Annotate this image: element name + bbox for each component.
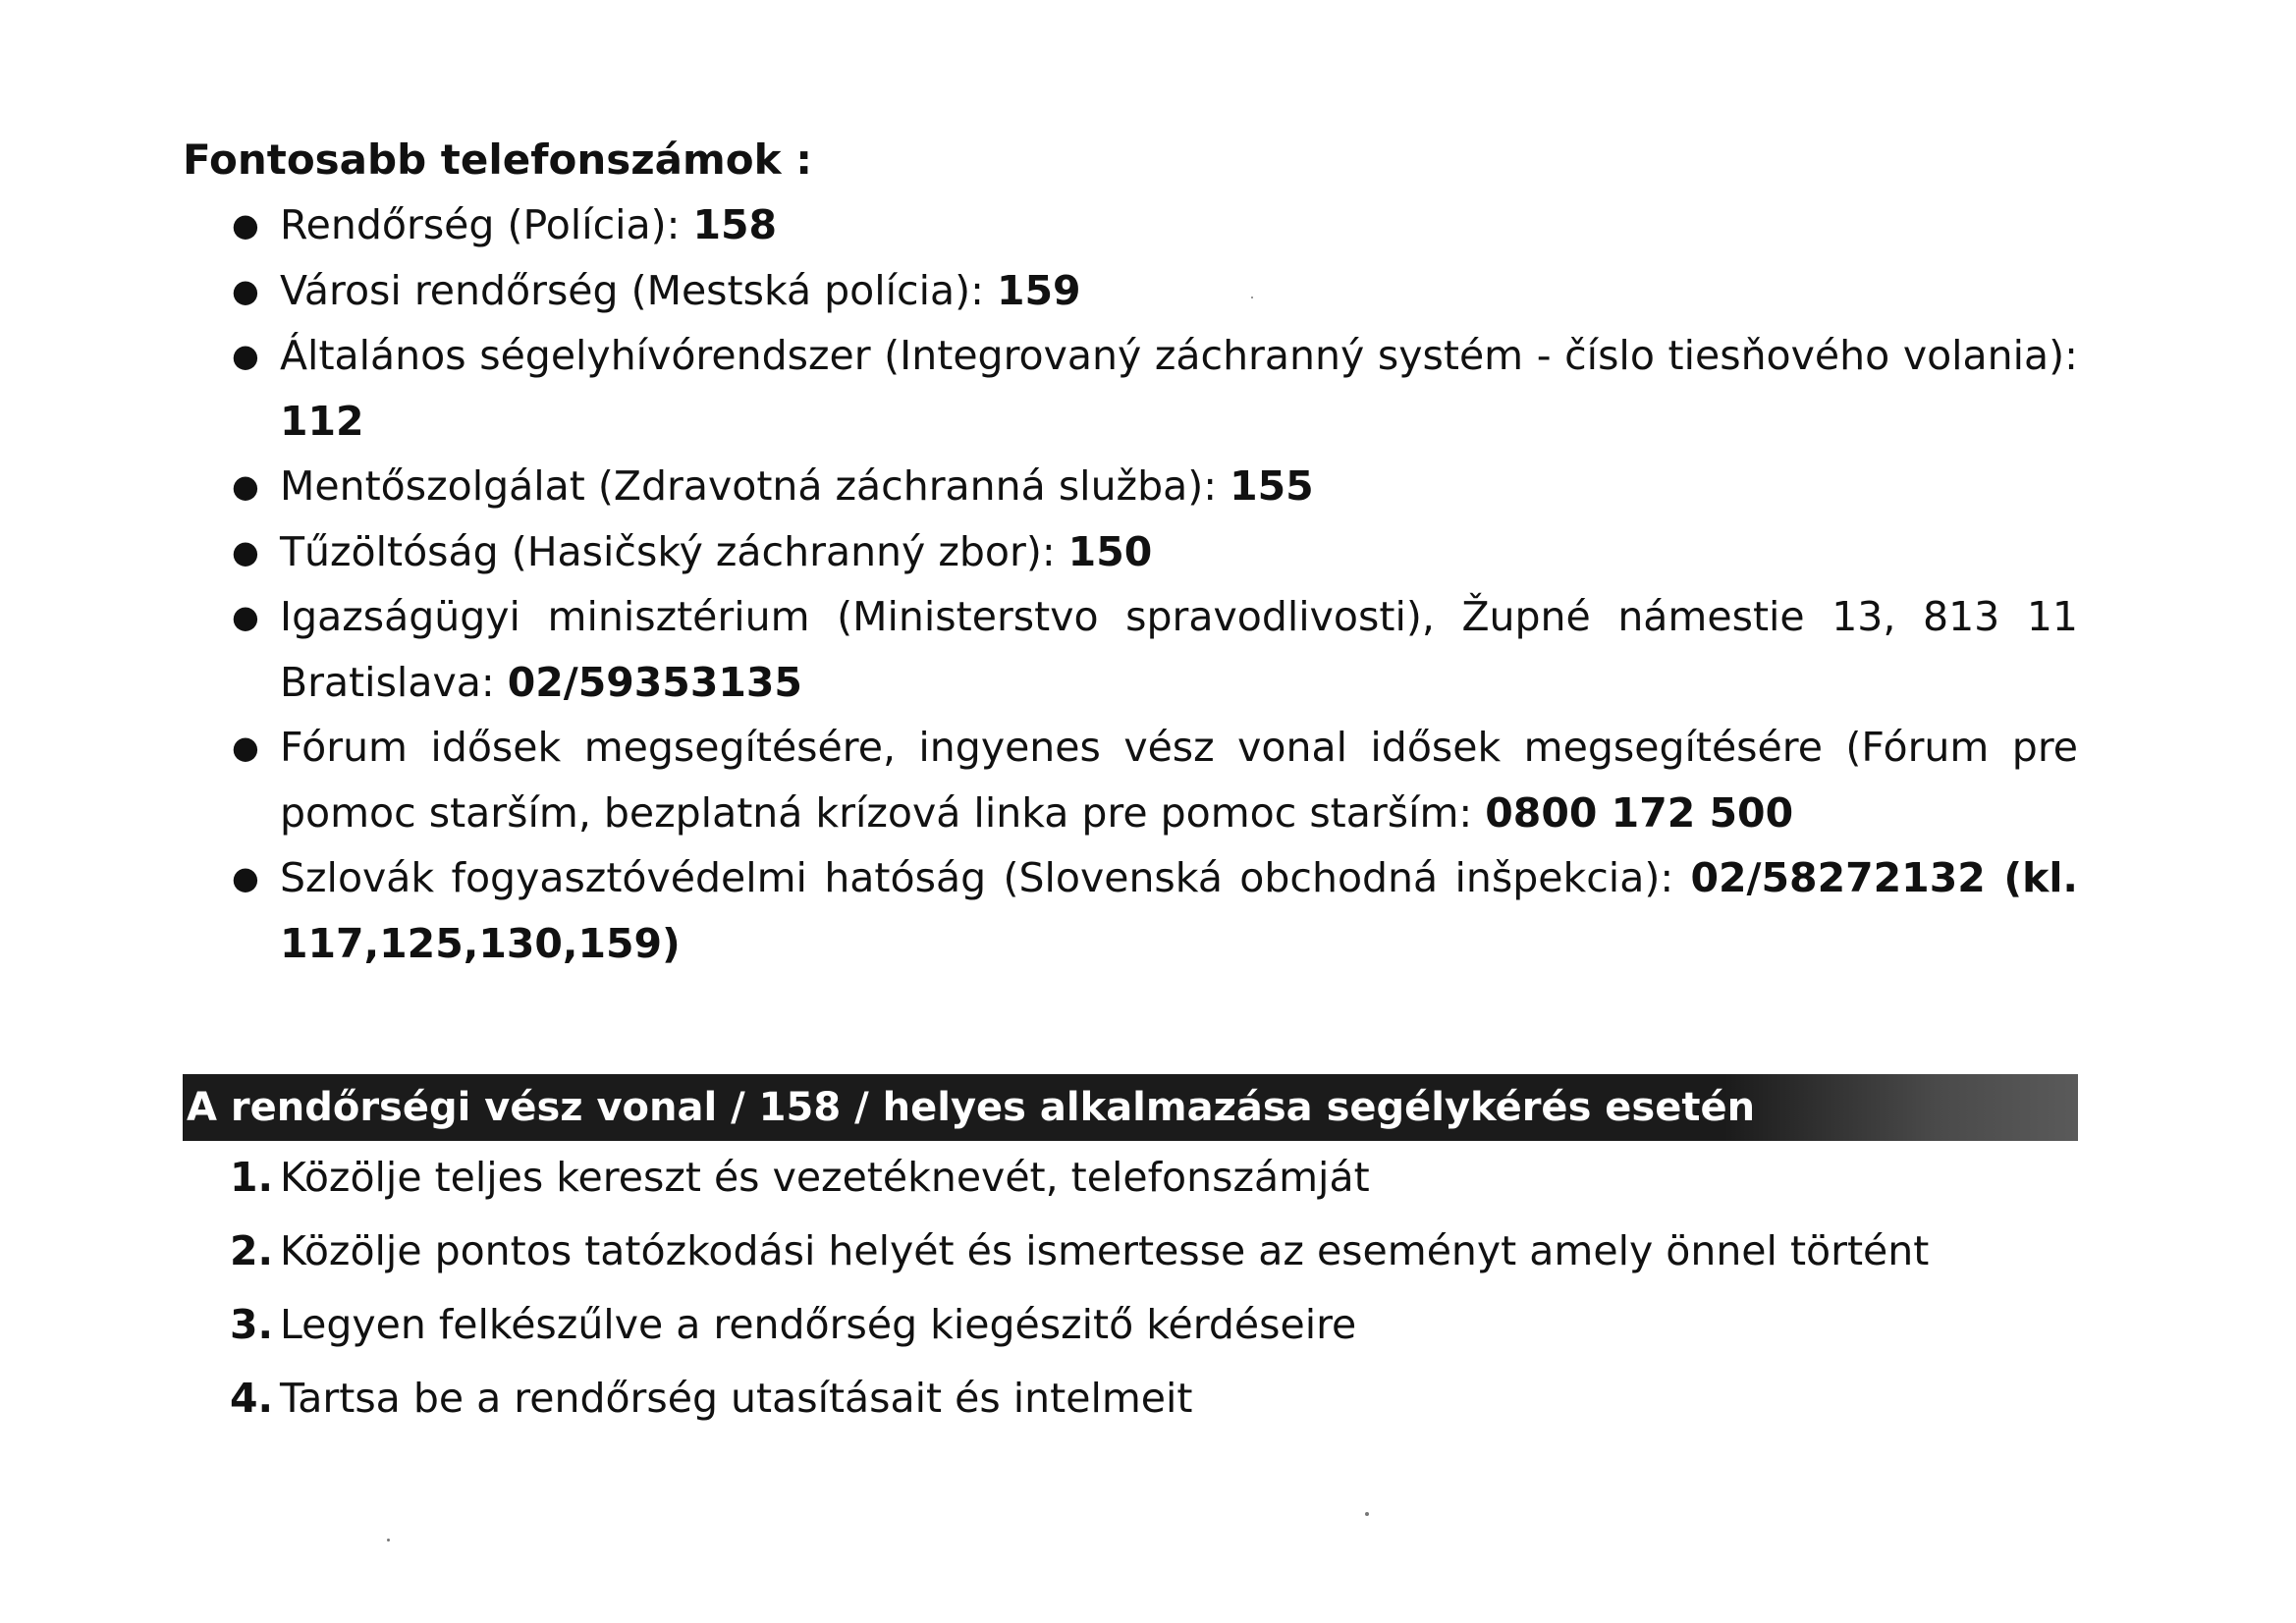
list-item bbox=[183, 258, 2078, 324]
list-item bbox=[183, 845, 2078, 976]
bullet-icon: ● bbox=[232, 729, 259, 766]
list-item bbox=[183, 1288, 1929, 1362]
scan-speck bbox=[1365, 1512, 1369, 1516]
phone-number: 150 bbox=[1067, 527, 1153, 575]
phone-number: 155 bbox=[1230, 462, 1314, 510]
list-item bbox=[183, 519, 2078, 585]
bullet-icon: ● bbox=[232, 859, 259, 896]
list-item-label: Szlovák fogyasztóvédelmi hatóság (Slovenská obchodná inšpekcia): bbox=[280, 854, 1691, 901]
bullet-icon: ● bbox=[232, 337, 259, 374]
section-heading: A rendőrségi vész vonal / 158 / helyes alkalmazása segélykérés esetén bbox=[187, 1085, 1756, 1130]
list-item bbox=[183, 1141, 1929, 1215]
bullet-icon: ● bbox=[232, 206, 259, 243]
list-item-label: Általános ségelyhívórendszer (Integrovaný záchranný systém - číslo tiesňového volania): bbox=[280, 332, 2078, 379]
list-item-label: Igazságügyi minisztérium (Ministerstvo spravodlivosti), Župné námestie 13, 813 11 Bratislava: bbox=[280, 593, 2078, 706]
phone-number: 02/58272132 (kl. 117,125,130,159) bbox=[280, 854, 2078, 967]
phone-number: 02/59353135 bbox=[507, 658, 802, 706]
step-number: 3. bbox=[230, 1301, 274, 1348]
document-title: Fontosabb telefonszámok : bbox=[183, 135, 812, 184]
list-item bbox=[183, 323, 2078, 454]
list-item-label: Fórum idősek megsegítésére, ingyenes vész vonal idősek megsegítésére (Fórum pre pomoc starším, bezplatná krízová linka pre pomoc starším: bbox=[280, 724, 2078, 837]
step-text: Közölje teljes kereszt és vezetéknevét, telefonszámját bbox=[280, 1154, 1370, 1201]
list-item bbox=[183, 1215, 1929, 1288]
section-heading-bar bbox=[183, 1074, 2078, 1141]
list-item-label: Tűzöltóság (Hasičský záchranný zbor): bbox=[280, 527, 1068, 575]
step-text: Legyen felkészűlve a rendőrség kiegészitő kérdéseire bbox=[280, 1301, 1357, 1348]
bullet-icon: ● bbox=[232, 532, 259, 570]
list-item bbox=[183, 454, 2078, 519]
list-item bbox=[183, 584, 2078, 715]
phone-number: 159 bbox=[996, 266, 1081, 314]
steps-list bbox=[183, 1141, 1929, 1435]
step-text: Tartsa be a rendőrség utasításait és intelmeit bbox=[280, 1375, 1193, 1422]
list-item-label: Mentőszolgálat (Zdravotná záchranná služba): bbox=[280, 462, 1230, 510]
scan-speck bbox=[1251, 297, 1253, 298]
phone-number: 112 bbox=[280, 397, 364, 445]
list-item bbox=[183, 192, 2078, 258]
list-item bbox=[183, 715, 2078, 845]
scan-speck bbox=[387, 1539, 390, 1542]
step-number: 2. bbox=[230, 1227, 274, 1274]
step-number: 1. bbox=[230, 1154, 274, 1201]
bullet-icon: ● bbox=[232, 271, 259, 309]
list-item-label: Rendőrség (Polícia): bbox=[280, 201, 693, 248]
list-item bbox=[183, 1362, 1929, 1435]
step-number: 4. bbox=[230, 1375, 274, 1422]
bullet-icon: ● bbox=[232, 467, 259, 505]
phone-number-list bbox=[183, 192, 2078, 976]
bullet-icon: ● bbox=[232, 598, 259, 635]
phone-number: 0800 172 500 bbox=[1485, 788, 1794, 837]
list-item-label: Városi rendőrség (Mestská polícia): bbox=[280, 266, 997, 314]
step-text: Közölje pontos tatózkodási helyét és ismertesse az eseményt amely önnel történt bbox=[280, 1227, 1930, 1274]
phone-number: 158 bbox=[692, 201, 778, 248]
